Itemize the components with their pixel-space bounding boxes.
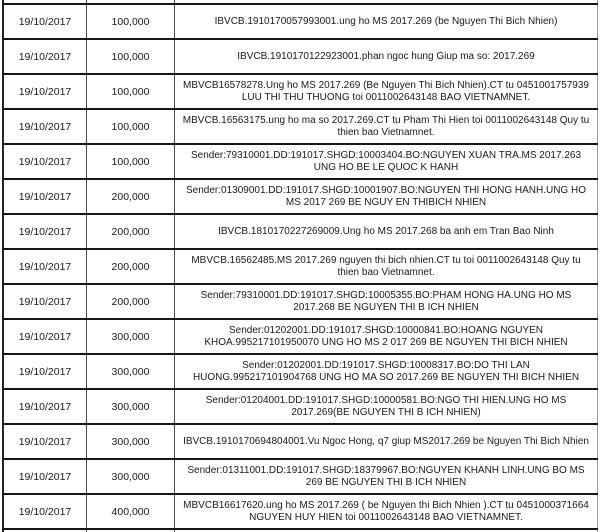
description-cell: Sender:01311001.DD:191017.SHGD:18379967.BO:NGUYEN KHANH LINH.UNG BO MS 269 BE NGUYEN THI B ICH NHIEN [175,460,598,493]
date-cell: 19/10/2017 [2,40,87,73]
date-cell: 19/10/2017 [2,110,87,143]
description-cell: IBVCB.1810170227269009.Ung ho MS 2017.268 ba anh em Tran Bao Ninh [175,215,598,248]
description-cell: IBVCB.1910170694804001.Vu Ngoc Hong, q7 giup MS2017.269 be Nguyen Thi Bich Nhien [175,425,598,458]
date-cell [2,0,87,3]
description-cell: IBVCB.1910170057993001.ung ho MS 2017.269 (be Nguyen Thi Bich Nhien) [175,5,598,38]
amount-cell: 200,000 [87,250,175,283]
description-cell: Sender:01309001.DD:191017.SHGD:10001907.BO:NGUYEN THI HONG HANH.UNG HO MS 2017 269 BE NGUY EN THIBICH NHIEN [175,180,598,213]
table-row [2,320,598,355]
table-row [2,5,598,40]
table-row [2,215,598,250]
description-cell [175,0,598,3]
amount-cell: 200,000 [87,215,175,248]
date-cell: 19/10/2017 [2,145,87,178]
table-row [2,460,598,495]
description-cell: MBVCB.16562485.MS 2017.269 nguyen thi bich nhien.CT tu toi 0011002643148 Quy tu thien bao Vietnamnet. [175,250,598,283]
date-cell: 19/10/2017 [2,495,87,528]
table-row [2,495,598,530]
table-row [2,285,598,320]
amount-cell: 200,000 [87,285,175,318]
description-cell: IBVCB.1910170122923001.phan ngoc hung Giup ma so: 2017.269 [175,40,598,73]
amount-cell: 300,000 [87,320,175,353]
description-cell: Sender:79310001.DD:191017.SHGD:10003404.BO:NGUYEN XUAN TRA.MS 2017.263 UNG HO BE LE QUOC K HANH [175,145,598,178]
amount-cell: 100,000 [87,5,175,38]
date-cell: 19/10/2017 [2,425,87,458]
table-row [2,425,598,460]
date-cell: 19/10/2017 [2,390,87,423]
table-row [2,75,598,110]
table-row [2,355,598,390]
date-cell: 19/10/2017 [2,215,87,248]
description-cell: MBVCB16617620.ung ho MS 2017.269 ( be Nguyen thi Bich Nhien ).CT tu 0451000371664 NGUYEN HUY HIEN toi 0011002643148 BAO VIETNAMNET. [175,495,598,528]
amount-cell: 100,000 [87,145,175,178]
amount-cell [87,0,175,3]
table-body [2,5,598,530]
amount-cell: 200,000 [87,180,175,213]
description-cell: Sender:79310001.DD:191017.SHGD:10005355.BO:PHAM HONG HA.UNG HO MS 2017.268 BE NGUYEN THI B ICH NHIEN [175,285,598,318]
description-cell: Sender:01204001.DD:191017.SHGD:10000581.BO:NGO THI HIEN.UNG HO MS 2017.269(BE NGUYEN THI B ICH NHIEN) [175,390,598,423]
description-cell: Sender:01202001.DD:191017.SHGD:10000841.BO:HOANG NGUYEN KHOA.995217101950070 UNG HO MS 2 017 269 BE NGUYEN THI BICH NHIEN [175,320,598,353]
amount-cell: 100,000 [87,75,175,108]
date-cell: 19/10/2017 [2,75,87,108]
date-cell: 19/10/2017 [2,355,87,388]
table-row [2,110,598,145]
amount-cell: 300,000 [87,460,175,493]
donations-table [2,0,598,532]
date-cell: 19/10/2017 [2,320,87,353]
date-cell: 19/10/2017 [2,250,87,283]
table-row [2,145,598,180]
table-row [2,390,598,425]
description-cell: MBVCB.16563175.ung ho ma so 2017.269.CT tu Pham Thi Hien toi 0011002643148 Quy tu thien bao Vietnamnet. [175,110,598,143]
amount-cell: 300,000 [87,355,175,388]
table-row [2,180,598,215]
amount-cell: 300,000 [87,390,175,423]
date-cell: 19/10/2017 [2,285,87,318]
amount-cell: 100,000 [87,40,175,73]
description-cell: MBVCB16578278.Ung ho MS 2017.269 (Be Nguyen Thi Bich Nhien).CT tu 0451001757939 LUU THI THU THUONG toi 0011002643148 BAO VIETNAMNET. [175,75,598,108]
amount-cell: 300,000 [87,425,175,458]
table-row [2,250,598,285]
description-cell: Sender:01202001.DD:191017.SHGD:10008317.BO:DO THI LAN HUONG.995217101904768 UNG HO MA SO 2017.269 BE NGUYEN THI BICH NHIEN [175,355,598,388]
date-cell: 19/10/2017 [2,460,87,493]
date-cell: 19/10/2017 [2,180,87,213]
table-row [2,40,598,75]
amount-cell: 400,000 [87,495,175,528]
amount-cell: 100,000 [87,110,175,143]
date-cell: 19/10/2017 [2,5,87,38]
